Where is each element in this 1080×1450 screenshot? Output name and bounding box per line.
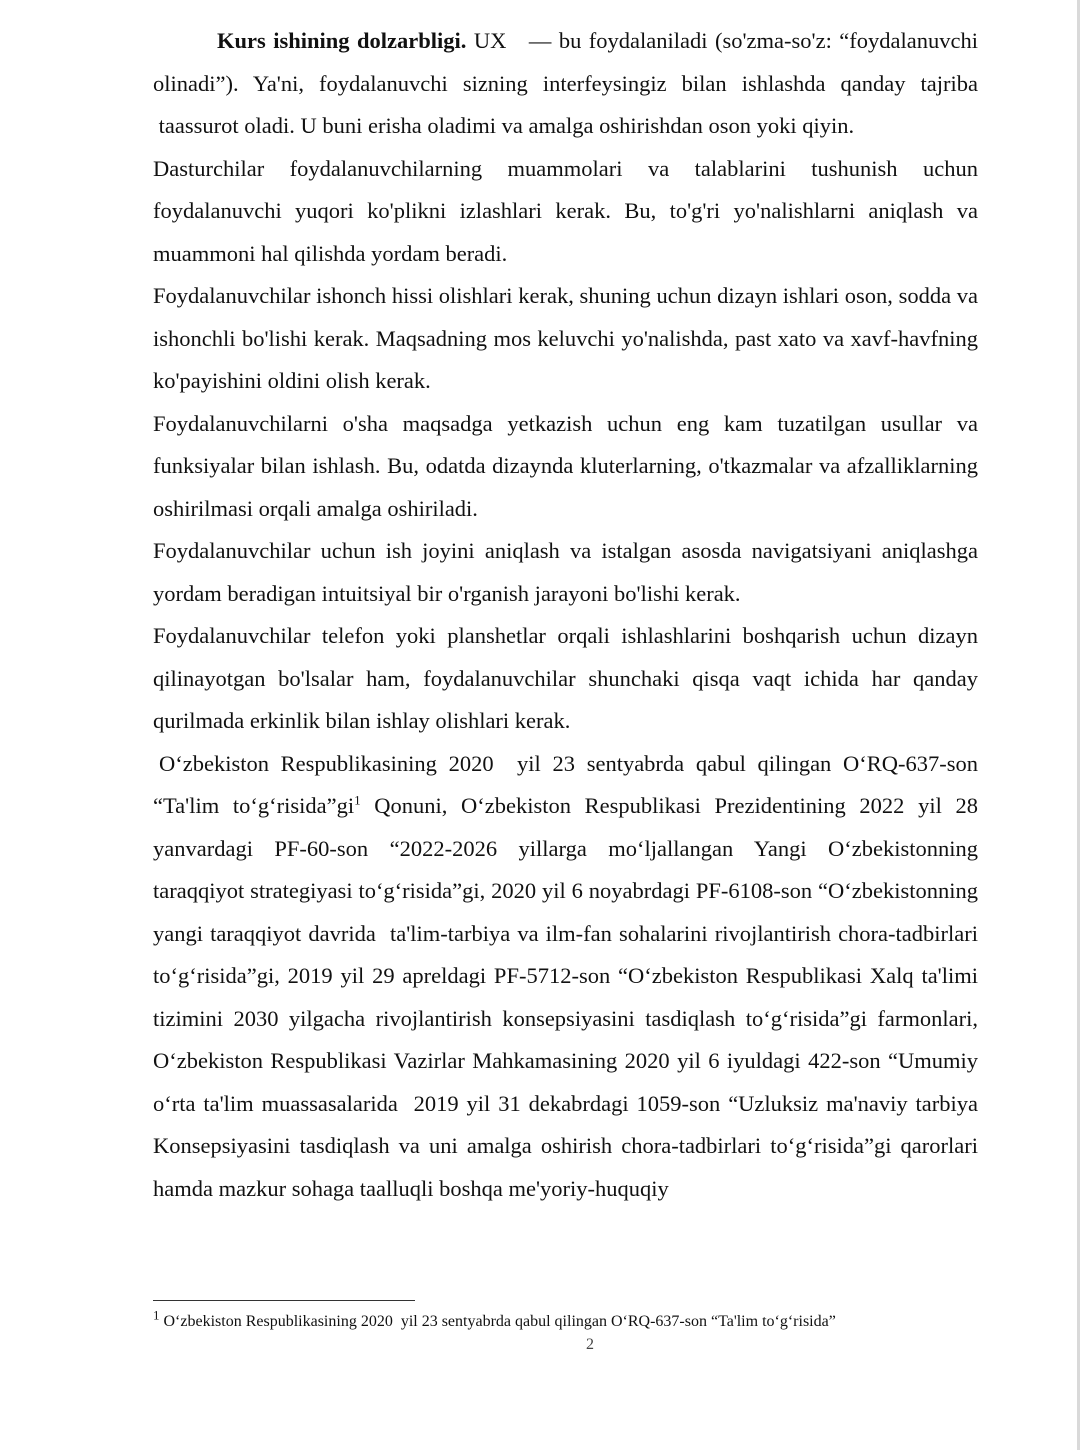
paragraph-navigation: Foydalanuvchilar uchun ish joyini aniqlash va istalgan asosda navigatsiyani aniqlashga yordam beradigan intuitsiyal bir o'rganish jarayoni bo'lishi kerak.	[153, 538, 978, 606]
footnote-reference[interactable]: 1	[354, 792, 361, 808]
paragraph-trust: Foydalanuvchilar ishonch hissi olishlari kerak, shuning uchun dizayn ishlari oson, sodda va ishonchli bo'lishi kerak. Maqsadning mos keluvchi yo'nalishda, past xato va xavf-havfning ko'payishini oldini olish kerak.	[153, 283, 978, 393]
footnote-separator	[153, 1300, 415, 1301]
footnote-mark: 1	[153, 1307, 160, 1323]
section-lead: Kurs ishining dolzarbligi.	[217, 28, 467, 53]
document-page	[153, 20, 978, 1210]
paragraph-efficiency: Foydalanuvchilarni o'sha maqsadga yetkazish uchun eng kam tuzatilgan usullar va funksiyalar bilan ishlash. Bu, odatda dizaynda kluterlarning, o'tkazmalar va afzalliklarning oshirilmasi orqali amalga oshiriladi.	[153, 410, 978, 521]
page-number: 2	[586, 1336, 594, 1353]
paragraph-devices: Foydalanuvchilar telefon yoki planshetlar orqali ishlashlarini boshqarish uchun dizayn qilinayotgan bo'lsalar ham, foydalanuvchilar shunchaki qisqa vaqt ichida har qanday qurilmada erkinlik bilan ishlay olishlari kerak.	[153, 623, 978, 733]
footnote-text: O‘zbekiston Respublikasining 2020 yil 23 sentyabrda qabul qilingan O‘RQ-637-son “Ta'lim to‘g‘risida”	[159, 1313, 836, 1330]
paragraph-text: UX — bu foydalaniladi (so'zma-so'z: “foydalanuvchi olinadi”). Ya'ni, foydalanuvchi sizning interfeysingiz bilan ishlashda qanday tajriba taassurot oladi. U buni erisha oladimi va amalga oshirishdan oson yoki qiyin.	[153, 28, 978, 138]
paragraph-relevance	[153, 20, 978, 148]
paragraph-legislation	[153, 743, 978, 1211]
paragraph-developers: Dasturchilar foydalanuvchilarning muammolari va talablarini tushunish uchun foydalanuvchi yuqori ko'plikni izlashlari kerak. Bu, to'g'ri yo'nalishlarni aniqlash va muammoni hal qilishda yordam beradi.	[153, 155, 978, 266]
paragraph-text: O‘zbekiston Respublikasining 2020 yil 23 sentyabrda qabul qilingan O‘RQ-637-son “Ta'lim to‘g‘risida”gi	[153, 750, 978, 818]
paragraph-text: Qonuni, O‘zbekiston Respublikasi Prezidentining 2022 yil 28 yanvardagi PF-60-son “2022-2026 yillarga mo‘ljallangan Yangi O‘zbekistonning taraqqiyot strategiyasi to‘g‘risida”gi, 2020 yil 6 noyabrdagi PF-6108-son “O‘zbekistonning yangi taraqqiyot davrida ta'lim-tarbiya va ilm-fan sohalarini rivojlantirish chora-tadbirlari to‘g‘risida”gi, 2019 yil 29 apreldagi PF-5712-son “O‘zbekiston Respublikasi Xalq ta'limi tizimini 2030 yilgacha rivojlantirish konsepsiyasini tasdiqlash to‘g‘risida”gi farmonlari, O‘zbekiston Respublikasi Vazirlar Mahkamasining 2020 yil 6 iyuldagi 422-son “Umumiy o‘rta ta'lim muassasalarida 2019 yil 31 dekabrdagi 1059-son “Uzluksiz ma'naviy tarbiya Konsepsiyasini tasdiqlash va uni amalga oshirish chora-tadbirlari to‘g‘risida”gi qarorlari hamda mazkur sohaga taalluqli boshqa me'yoriy-huquqiy	[153, 793, 978, 1201]
footnote	[153, 1307, 978, 1333]
